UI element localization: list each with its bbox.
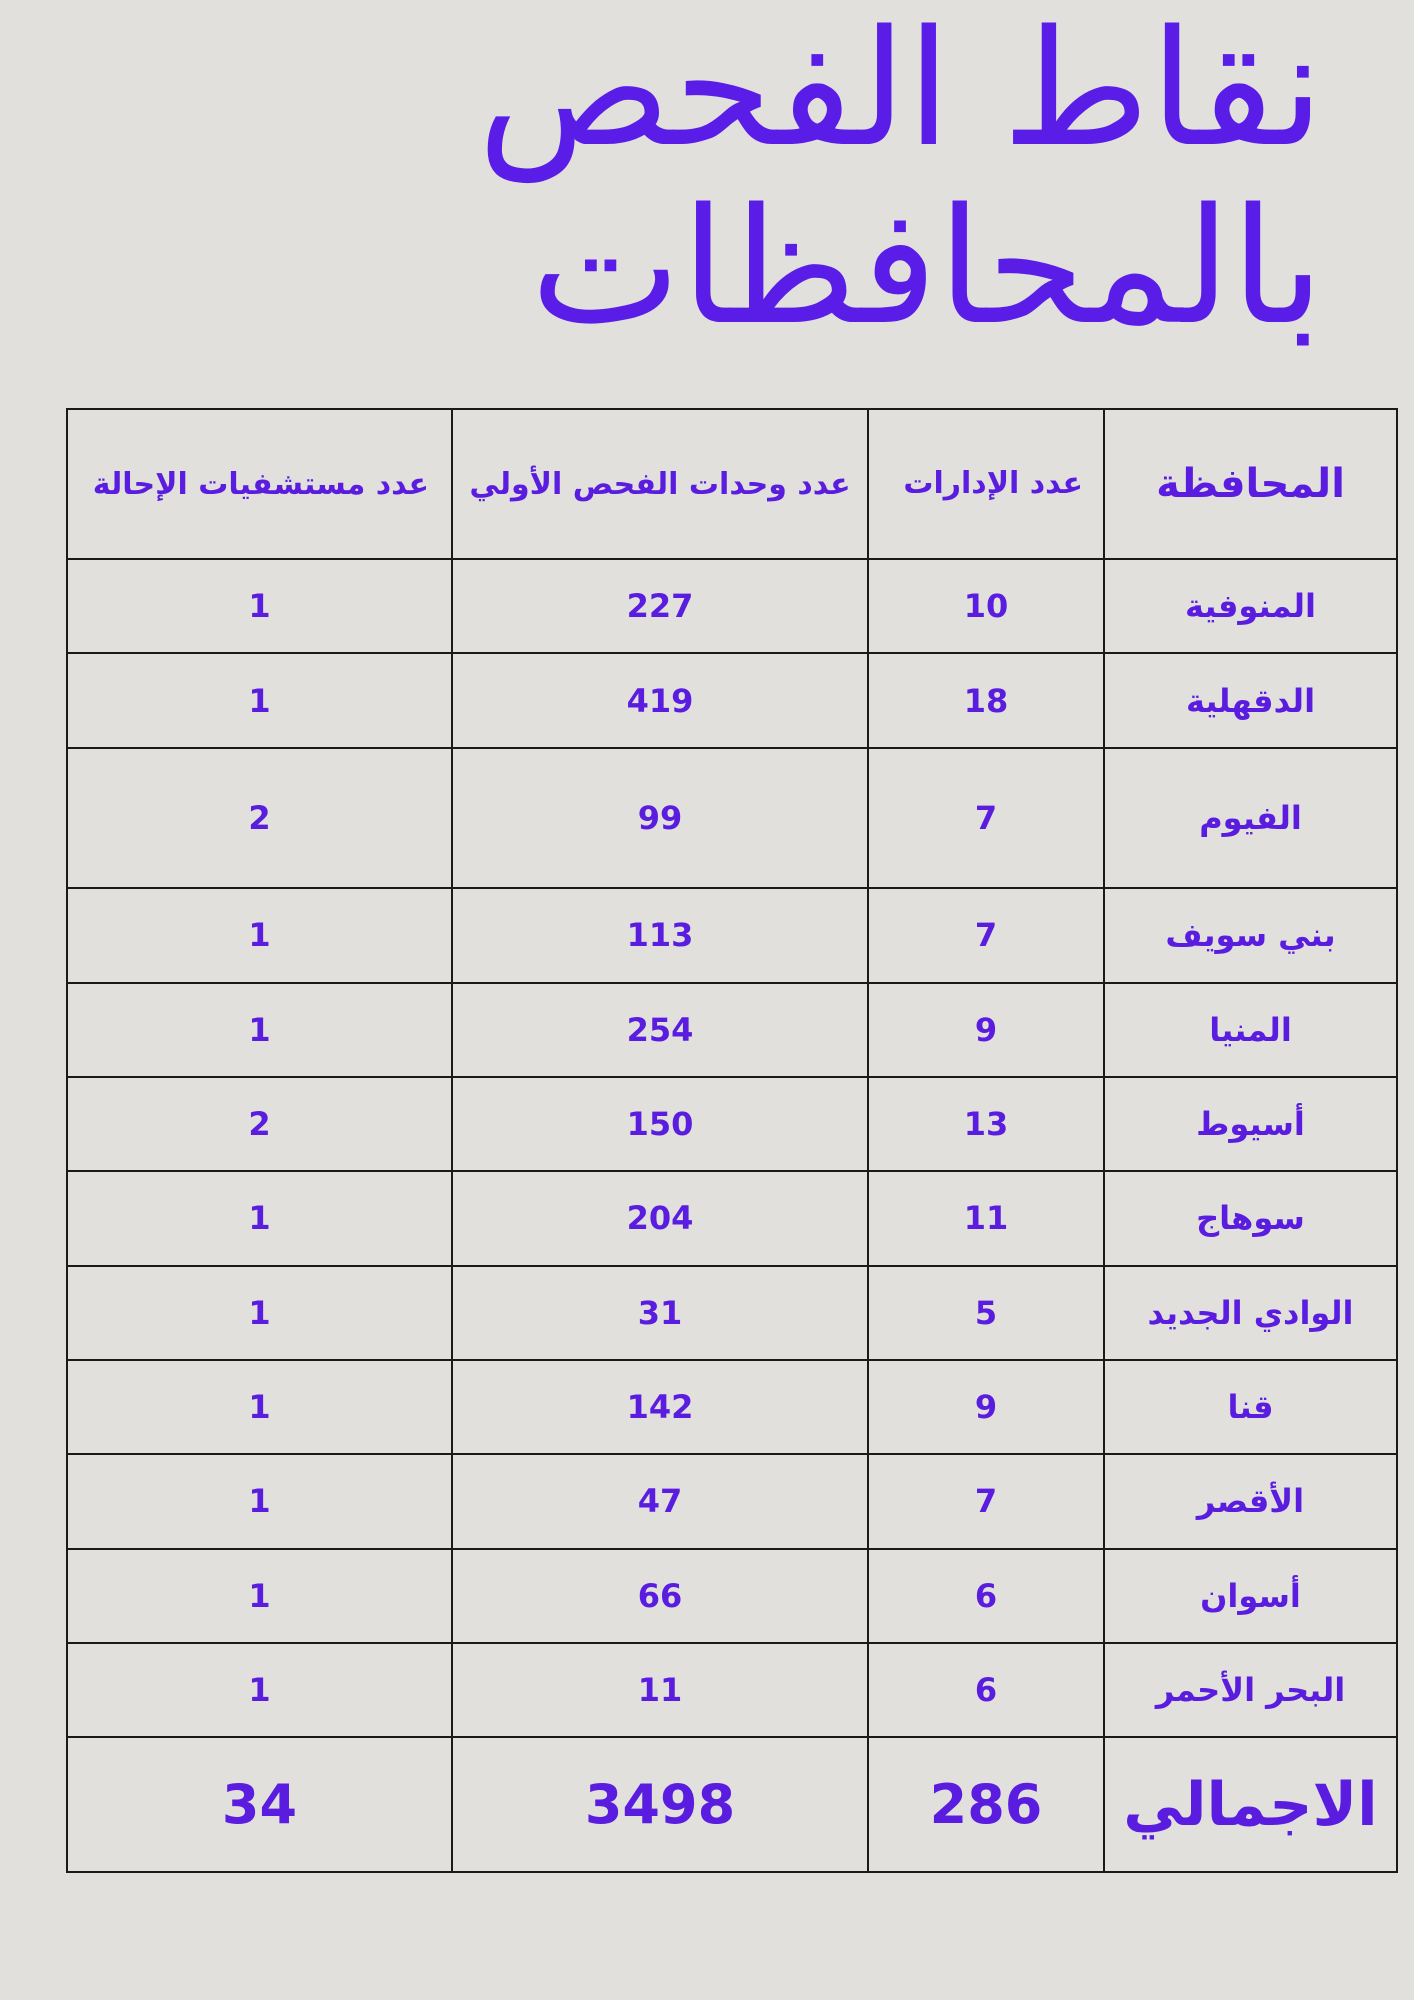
cell-referral-hospitals: 1 — [67, 1266, 452, 1360]
table-row — [67, 559, 1397, 653]
cell-departments: 9 — [868, 983, 1104, 1077]
header-departments: عدد الإدارات — [868, 409, 1104, 559]
governorates-table — [66, 408, 1398, 1873]
cell-referral-hospitals: 1 — [67, 1171, 452, 1265]
cell-screening-units: 113 — [452, 888, 868, 982]
total-referral-hospitals: 34 — [67, 1737, 452, 1872]
cell-screening-units: 31 — [452, 1266, 868, 1360]
cell-governorate: المنوفية — [1104, 559, 1397, 653]
table-row — [67, 1549, 1397, 1643]
cell-referral-hospitals: 1 — [67, 983, 452, 1077]
governorates-table-container — [68, 408, 1398, 1873]
cell-governorate: أسوان — [1104, 1549, 1397, 1643]
cell-screening-units: 204 — [452, 1171, 868, 1265]
cell-referral-hospitals: 1 — [67, 1643, 452, 1737]
total-screening-units: 3498 — [452, 1737, 868, 1872]
cell-governorate: الأقصر — [1104, 1454, 1397, 1548]
total-departments: 286 — [868, 1737, 1104, 1872]
table-row — [67, 1454, 1397, 1548]
page-title-line-2: بالمحافظات — [530, 173, 1324, 360]
cell-screening-units: 47 — [452, 1454, 868, 1548]
cell-referral-hospitals: 2 — [67, 748, 452, 889]
table-row — [67, 653, 1397, 747]
page-title — [224, 0, 1324, 360]
cell-referral-hospitals: 1 — [67, 1454, 452, 1548]
page-title-line-1: نقاط الفحص — [477, 0, 1324, 182]
cell-departments: 11 — [868, 1171, 1104, 1265]
table-header-row — [67, 409, 1397, 559]
cell-referral-hospitals: 1 — [67, 1360, 452, 1454]
table-row — [67, 888, 1397, 982]
cell-governorate: البحر الأحمر — [1104, 1643, 1397, 1737]
cell-screening-units: 254 — [452, 983, 868, 1077]
cell-governorate: الفيوم — [1104, 748, 1397, 889]
cell-departments: 5 — [868, 1266, 1104, 1360]
table-row — [67, 1077, 1397, 1171]
cell-departments: 10 — [868, 559, 1104, 653]
cell-referral-hospitals: 1 — [67, 559, 452, 653]
cell-departments: 18 — [868, 653, 1104, 747]
table-row — [67, 1643, 1397, 1737]
cell-screening-units: 66 — [452, 1549, 868, 1643]
cell-departments: 7 — [868, 748, 1104, 889]
cell-departments: 7 — [868, 888, 1104, 982]
header-referral-hospitals: عدد مستشفيات الإحالة — [67, 409, 452, 559]
cell-screening-units: 142 — [452, 1360, 868, 1454]
cell-departments: 9 — [868, 1360, 1104, 1454]
cell-screening-units: 150 — [452, 1077, 868, 1171]
cell-referral-hospitals: 1 — [67, 653, 452, 747]
table-row — [67, 748, 1397, 889]
cell-departments: 6 — [868, 1643, 1104, 1737]
table-total-row — [67, 1737, 1397, 1872]
cell-departments: 13 — [868, 1077, 1104, 1171]
table-row — [67, 983, 1397, 1077]
cell-governorate: المنيا — [1104, 983, 1397, 1077]
total-label: الاجمالي — [1104, 1737, 1397, 1872]
cell-referral-hospitals: 2 — [67, 1077, 452, 1171]
cell-referral-hospitals: 1 — [67, 888, 452, 982]
cell-referral-hospitals: 1 — [67, 1549, 452, 1643]
cell-governorate: الدقهلية — [1104, 653, 1397, 747]
cell-governorate: قنا — [1104, 1360, 1397, 1454]
cell-governorate: بني سويف — [1104, 888, 1397, 982]
header-screening-units: عدد وحدات الفحص الأولي — [452, 409, 868, 559]
cell-governorate: أسيوط — [1104, 1077, 1397, 1171]
cell-screening-units: 227 — [452, 559, 868, 653]
header-governorate: المحافظة — [1104, 409, 1397, 559]
cell-governorate: الوادي الجديد — [1104, 1266, 1397, 1360]
cell-screening-units: 419 — [452, 653, 868, 747]
table-row — [67, 1360, 1397, 1454]
cell-screening-units: 99 — [452, 748, 868, 889]
table-row — [67, 1266, 1397, 1360]
table-row — [67, 1171, 1397, 1265]
cell-departments: 7 — [868, 1454, 1104, 1548]
cell-screening-units: 11 — [452, 1643, 868, 1737]
cell-governorate: سوهاج — [1104, 1171, 1397, 1265]
cell-departments: 6 — [868, 1549, 1104, 1643]
